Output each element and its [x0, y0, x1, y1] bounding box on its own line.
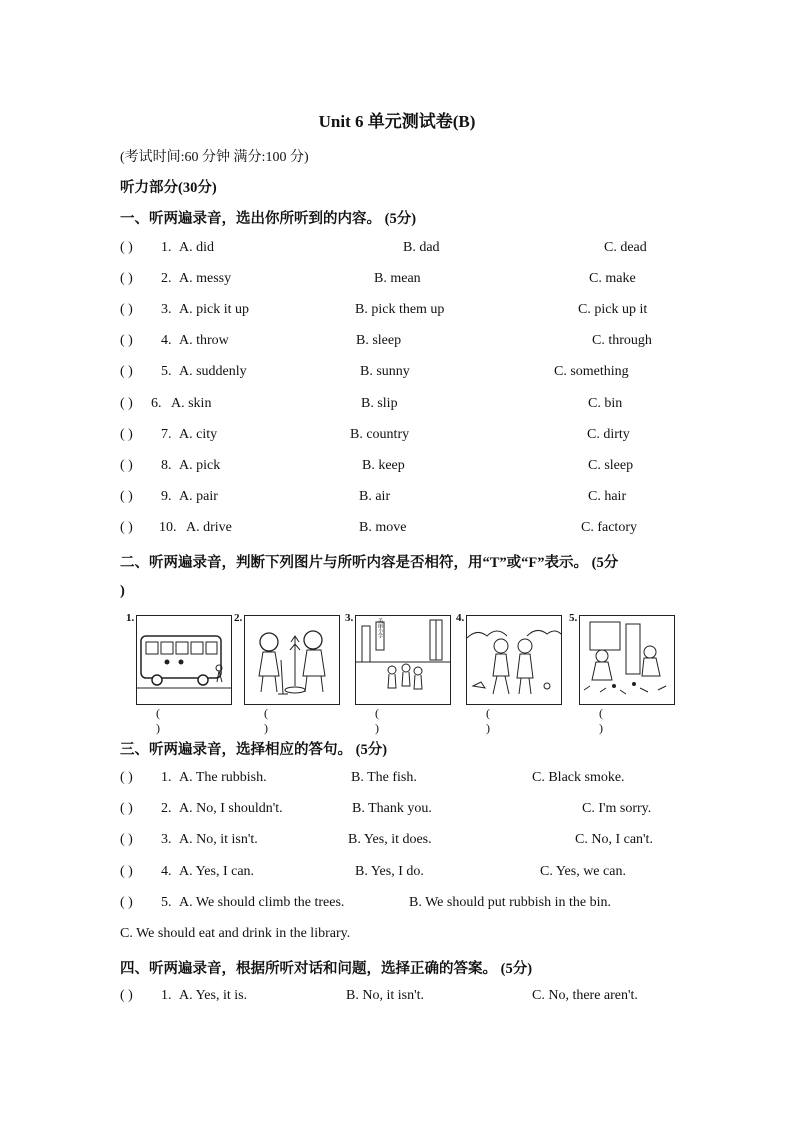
question-number: 10.: [159, 520, 177, 535]
answer-blank[interactable]: ( ): [120, 770, 133, 785]
answer-blank[interactable]: ( ): [120, 801, 133, 816]
answer-blank[interactable]: ( ): [120, 271, 133, 286]
option-b: B. move: [359, 520, 407, 535]
option-a: A. pick it up: [179, 302, 249, 317]
walking-picture: [466, 615, 562, 705]
option-a: A. No, it isn't.: [179, 832, 258, 847]
answer-blank[interactable]: ( ): [599, 706, 603, 735]
option-b: B. air: [359, 489, 391, 504]
section4-heading: 四、听两遍录音，根据所听对话和问题，选择正确的答案。 (5分): [120, 961, 533, 977]
option-b: B. Yes, I do.: [355, 864, 424, 879]
planting-picture: [244, 615, 340, 705]
question-number: 8.: [161, 458, 172, 473]
option-a: A. suddenly: [179, 364, 247, 379]
answer-blank[interactable]: ( ): [120, 895, 133, 910]
question-number: 1.: [161, 240, 172, 255]
option-c: C. pick up it: [578, 302, 648, 317]
exam-info: (考试时间:60 分钟 满分:100 分): [120, 150, 309, 165]
answer-blank[interactable]: ( ): [120, 364, 133, 379]
picture-number: 2.: [234, 612, 243, 624]
page-title: Unit 6 单元测试卷(B): [318, 112, 476, 131]
picture-number: 5.: [569, 612, 578, 624]
answer-blank[interactable]: ( ): [264, 706, 268, 735]
option-b: B. We should put rubbish in the bin.: [409, 895, 612, 910]
question-number: 5.: [161, 895, 172, 910]
option-c: C. hair: [588, 489, 627, 504]
answer-blank[interactable]: ( ): [120, 240, 133, 255]
question-number: 1.: [161, 770, 172, 785]
option-c: C. No, there aren't.: [532, 988, 638, 1003]
option-c: C. dirty: [587, 427, 630, 442]
option-a: A. Yes, I can.: [179, 864, 255, 879]
school-sign: 美丽小学: [377, 618, 383, 638]
question-number: 6.: [151, 396, 162, 411]
section2-heading: 二、听两遍录音，判断下列图片与所听内容是否相符，用“T”或“F”表示。 (5分: [120, 555, 619, 571]
option-b: B. pick them up: [355, 302, 445, 317]
picture-number: 3.: [345, 612, 354, 624]
picture-number: 4.: [456, 612, 465, 624]
answer-blank[interactable]: ( ): [120, 333, 133, 348]
option-a: A. The rubbish.: [179, 770, 267, 785]
answer-blank[interactable]: ( ): [120, 427, 133, 442]
option-b: B. country: [350, 427, 410, 442]
listening-header: 听力部分(30分): [120, 180, 217, 196]
option-a: A. throw: [179, 333, 229, 348]
option-c: C. No, I can't.: [575, 832, 653, 847]
picture-number: 1.: [126, 612, 135, 624]
option-a: A. pick: [179, 458, 221, 473]
option-a: A. skin: [171, 396, 212, 411]
option-c: C. sleep: [588, 458, 634, 473]
answer-blank[interactable]: ( ): [486, 706, 490, 735]
answer-blank[interactable]: ( ): [120, 458, 133, 473]
answer-blank[interactable]: ( ): [120, 832, 133, 847]
section3-heading: 三、听两遍录音，选择相应的答句。 (5分): [120, 742, 388, 758]
question-number: 9.: [161, 489, 172, 504]
question-number: 4.: [161, 333, 172, 348]
option-b: B. slip: [361, 396, 398, 411]
option-a: A. drive: [186, 520, 232, 535]
answer-blank[interactable]: ( ): [120, 302, 133, 317]
answer-blank[interactable]: ( ): [375, 706, 379, 735]
rubbish-picture: [579, 615, 675, 705]
option-b: B. sleep: [356, 333, 402, 348]
option-b: B. Thank you.: [352, 801, 432, 816]
question-number: 2.: [161, 271, 172, 286]
option-c: C. dead: [604, 240, 647, 255]
option-c: C. something: [554, 364, 629, 379]
answer-blank[interactable]: ( ): [120, 520, 133, 535]
option-c: C. make: [589, 271, 636, 286]
answer-blank[interactable]: ( ): [120, 864, 133, 879]
option-a: A. Yes, it is.: [179, 988, 248, 1003]
question-number: 5.: [161, 364, 172, 379]
option-b: B. Yes, it does.: [348, 832, 432, 847]
question-number: 3.: [161, 302, 172, 317]
answer-blank[interactable]: ( ): [156, 706, 160, 735]
option-b: B. keep: [362, 458, 405, 473]
answer-blank[interactable]: ( ): [120, 988, 133, 1003]
option-c: C. I'm sorry.: [582, 801, 652, 816]
option-a: A. city: [179, 427, 218, 442]
option-c: C. Black smoke.: [532, 770, 625, 785]
section2-heading-tail: ): [120, 583, 125, 599]
option-c: C. factory: [581, 520, 637, 535]
option-a: A. pair: [179, 489, 218, 504]
option-b: B. dad: [403, 240, 440, 255]
option-b: B. The fish.: [351, 770, 417, 785]
option-c: C. Yes, we can.: [540, 864, 626, 879]
question-number: 7.: [161, 427, 172, 442]
question-number: 3.: [161, 832, 172, 847]
answer-blank[interactable]: ( ): [120, 489, 133, 504]
school-picture: [355, 615, 451, 705]
option-c: C. bin: [588, 396, 623, 411]
section1-heading: 一、听两遍录音，选出你所听到的内容。 (5分): [120, 211, 417, 227]
option-a: A. We should climb the trees.: [179, 895, 345, 910]
answer-blank[interactable]: ( ): [120, 396, 133, 411]
option-b: B. mean: [374, 271, 421, 286]
option-a: A. No, I shouldn't.: [179, 801, 283, 816]
picture-row: [126, 612, 686, 735]
question-number: 2.: [161, 801, 172, 816]
option-a: A. messy: [179, 271, 232, 286]
option-a: A. did: [179, 240, 214, 255]
option-c: C. through: [592, 333, 652, 348]
question-number: 1.: [161, 988, 172, 1003]
bus-picture: [136, 615, 232, 705]
option-b: B. No, it isn't.: [346, 988, 424, 1003]
option-c: C. We should eat and drink in the library.: [120, 926, 351, 941]
question-number: 4.: [161, 864, 172, 879]
option-b: B. sunny: [360, 364, 410, 379]
